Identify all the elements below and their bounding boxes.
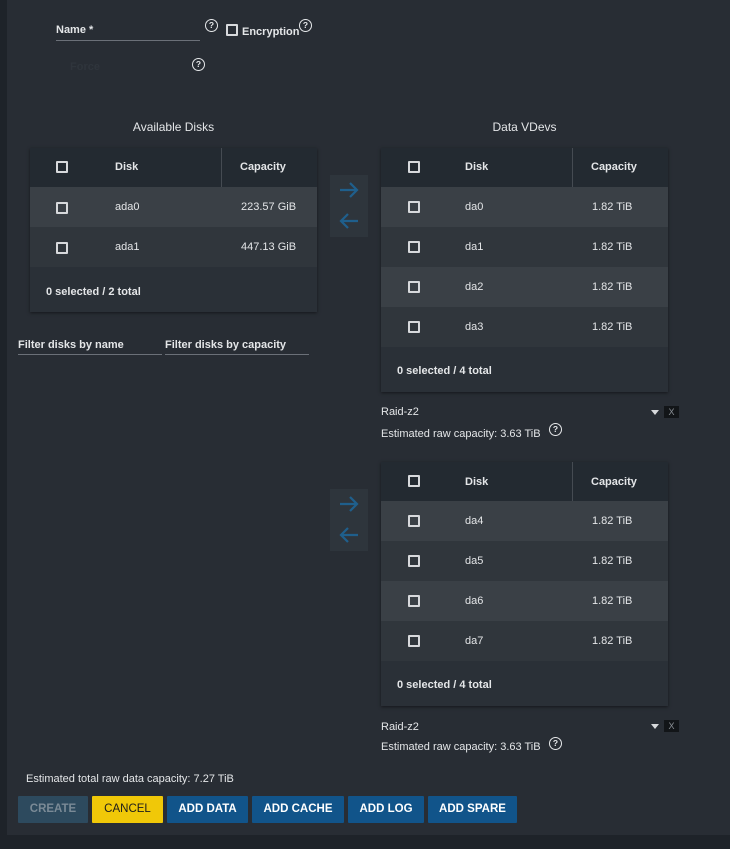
name-input[interactable] <box>56 40 200 41</box>
capacity-column-header[interactable]: Capacity <box>240 161 286 173</box>
caret-down-icon[interactable] <box>651 410 659 415</box>
row-checkbox[interactable] <box>408 595 420 607</box>
disk-name: da0 <box>465 201 484 213</box>
selection-count: 0 selected / 4 total <box>397 679 492 691</box>
disk-name: da1 <box>465 241 484 253</box>
table-footer <box>381 661 668 706</box>
vdev-layout-select[interactable]: Raid-z2 <box>381 721 419 733</box>
disk-name: da2 <box>465 281 484 293</box>
disk-name: ada0 <box>115 201 140 213</box>
remove-vdev-button[interactable]: X <box>664 406 679 418</box>
create-button[interactable]: CREATE <box>18 796 88 823</box>
add-cache-button[interactable]: ADD CACHE <box>252 796 344 823</box>
select-all-checkbox[interactable] <box>408 161 420 173</box>
column-divider <box>572 462 573 501</box>
encryption-label: Encryption <box>242 26 300 38</box>
vdev-estimated-capacity: Estimated raw capacity: 3.63 TiB <box>381 741 541 753</box>
disk-capacity: 1.82 TiB <box>592 595 633 607</box>
table-row[interactable] <box>381 307 668 347</box>
select-all-checkbox[interactable] <box>56 161 68 173</box>
data-vdevs-title: Data VDevs <box>492 120 557 134</box>
disk-name: da6 <box>465 595 484 607</box>
filter-name-input[interactable] <box>18 354 162 355</box>
move-buttons <box>330 175 368 237</box>
disk-name: da5 <box>465 555 484 567</box>
disk-column-header[interactable]: Disk <box>465 476 489 488</box>
table-row[interactable] <box>381 621 668 661</box>
table-footer <box>381 347 668 392</box>
arrow-right-icon[interactable] <box>337 178 361 202</box>
selection-count: 0 selected / 4 total <box>397 365 492 377</box>
capacity-column-header[interactable]: Capacity <box>591 476 637 488</box>
vdev-table <box>381 148 668 392</box>
table-footer <box>30 267 317 312</box>
disk-capacity: 1.82 TiB <box>592 241 633 253</box>
row-checkbox[interactable] <box>408 555 420 567</box>
caret-down-icon[interactable] <box>651 724 659 729</box>
add-spare-button[interactable]: ADD SPARE <box>428 796 517 823</box>
cancel-button[interactable]: CANCEL <box>92 796 163 823</box>
help-icon[interactable]: ? <box>192 58 205 71</box>
move-buttons <box>330 489 368 551</box>
disk-name: da4 <box>465 515 484 527</box>
vdev-estimated-capacity: Estimated raw capacity: 3.63 TiB <box>381 428 541 440</box>
table-header <box>30 148 317 187</box>
disk-capacity: 1.82 TiB <box>592 555 633 567</box>
arrow-right-icon[interactable] <box>337 492 361 516</box>
disk-capacity: 1.82 TiB <box>592 201 633 213</box>
disk-capacity: 223.57 GiB <box>241 201 297 213</box>
disk-capacity: 1.82 TiB <box>592 281 633 293</box>
table-header <box>381 148 668 187</box>
filter-capacity-input[interactable] <box>165 354 309 355</box>
selection-count: 0 selected / 2 total <box>46 286 141 298</box>
column-divider <box>221 148 222 187</box>
disk-capacity: 447.13 GiB <box>241 241 297 253</box>
disk-name: ada1 <box>115 241 140 253</box>
disk-name: da7 <box>465 635 484 647</box>
row-checkbox[interactable] <box>408 241 420 253</box>
disk-name: da3 <box>465 321 484 333</box>
available-disks-title: Available Disks <box>132 120 215 134</box>
row-checkbox[interactable] <box>56 242 68 254</box>
disk-capacity: 1.82 TiB <box>592 321 633 333</box>
help-icon[interactable]: ? <box>299 19 312 32</box>
table-row[interactable] <box>30 187 317 227</box>
encryption-checkbox[interactable] <box>226 24 238 36</box>
name-label: Name * <box>56 24 94 36</box>
arrow-left-icon[interactable] <box>337 523 361 547</box>
add-data-button[interactable]: ADD DATA <box>167 796 248 823</box>
force-label: Force <box>70 61 100 73</box>
help-icon[interactable]: ? <box>205 19 218 32</box>
row-checkbox[interactable] <box>408 321 420 333</box>
table-row[interactable] <box>381 541 668 581</box>
table-row[interactable] <box>381 187 668 227</box>
disk-column-header[interactable]: Disk <box>115 161 139 173</box>
disk-capacity: 1.82 TiB <box>592 515 633 527</box>
help-icon[interactable]: ? <box>549 423 562 436</box>
column-divider <box>572 148 573 187</box>
disk-capacity: 1.82 TiB <box>592 635 633 647</box>
table-header <box>381 462 668 501</box>
disk-column-header[interactable]: Disk <box>465 161 489 173</box>
row-checkbox[interactable] <box>408 201 420 213</box>
table-row[interactable] <box>381 581 668 621</box>
remove-vdev-button[interactable]: X <box>664 720 679 732</box>
table-row[interactable] <box>30 227 317 267</box>
row-checkbox[interactable] <box>408 281 420 293</box>
row-checkbox[interactable] <box>56 202 68 214</box>
capacity-column-header[interactable]: Capacity <box>591 161 637 173</box>
total-estimated-capacity: Estimated total raw data capacity: 7.27 TiB <box>26 773 234 785</box>
add-log-button[interactable]: ADD LOG <box>348 796 424 823</box>
available-disks-table <box>30 148 317 312</box>
filter-name-label: Filter disks by name <box>18 339 124 351</box>
vdev-table <box>381 462 668 706</box>
row-checkbox[interactable] <box>408 635 420 647</box>
row-checkbox[interactable] <box>408 515 420 527</box>
help-icon[interactable]: ? <box>549 737 562 750</box>
arrow-left-icon[interactable] <box>337 209 361 233</box>
table-row[interactable] <box>381 501 668 541</box>
table-row[interactable] <box>381 267 668 307</box>
vdev-layout-select[interactable]: Raid-z2 <box>381 406 419 418</box>
select-all-checkbox[interactable] <box>408 475 420 487</box>
table-row[interactable] <box>381 227 668 267</box>
filter-capacity-label: Filter disks by capacity <box>165 339 287 351</box>
